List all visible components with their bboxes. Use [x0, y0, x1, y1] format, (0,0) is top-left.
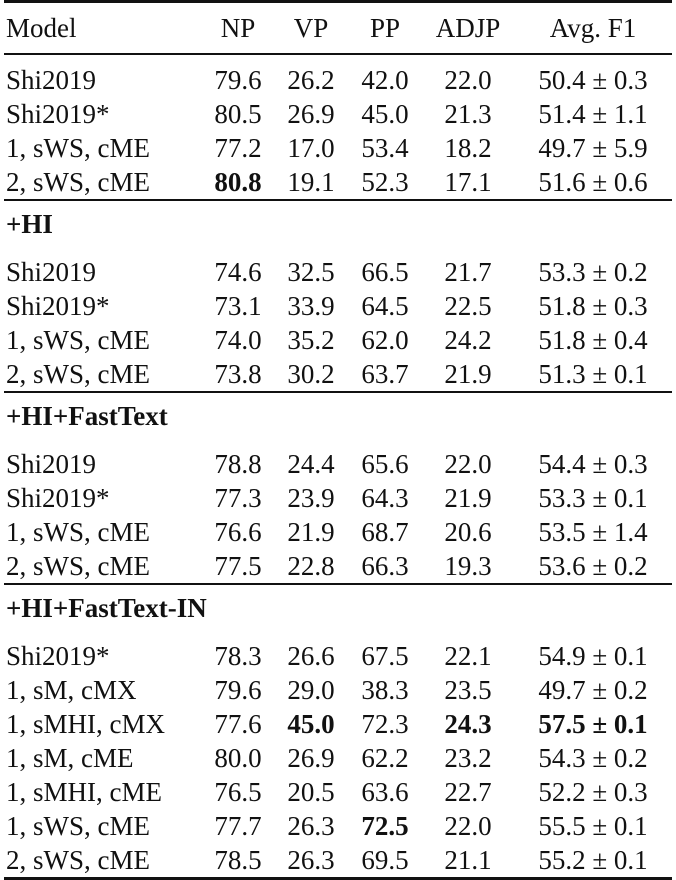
cell-avg: 53.3 ± 0.1 [538, 483, 648, 513]
cell-model: Shi2019* [6, 99, 110, 129]
table-row [4, 549, 672, 584]
cell-pp: 63.7 [361, 359, 409, 389]
cell-model: 1, sM, cME [6, 743, 134, 773]
cell-vp: 26.9 [287, 99, 335, 129]
cell-pp: 62.2 [361, 743, 409, 773]
section-title: +HI+FastText [4, 392, 672, 439]
results-table [4, 0, 672, 880]
cell-pp: 42.0 [348, 54, 422, 97]
cell-model: Shi2019* [6, 291, 110, 321]
cell-pp: 69.5 [348, 843, 422, 879]
cell-adjp: 23.5 [444, 675, 492, 705]
table-row [4, 54, 672, 97]
cell-model: 1, sWS, cME [6, 811, 150, 841]
cell-pp: 62.0 [361, 325, 409, 355]
cell-avg: 51.4 ± 1.1 [538, 99, 648, 129]
cell-avg: 51.8 ± 0.4 [538, 325, 648, 355]
cell-vp: 21.9 [287, 517, 335, 547]
section-title: +HI+FastText-IN [4, 584, 672, 631]
cell-avg: 49.7 ± 5.9 [538, 133, 648, 163]
cell-adjp: 19.3 [444, 551, 492, 581]
cell-avg: 53.5 ± 1.4 [538, 517, 648, 547]
table-row [4, 707, 672, 741]
cell-vp: 19.1 [287, 167, 335, 197]
header-avg-f1: Avg. F1 [514, 2, 672, 55]
header-row [4, 2, 672, 55]
cell-np: 80.5 [214, 99, 262, 129]
cell-pp: 66.3 [361, 551, 409, 581]
cell-np: 78.5 [202, 843, 274, 879]
cell-pp: 45.0 [361, 99, 409, 129]
cell-np: 77.6 [214, 709, 262, 739]
cell-model: 2, sWS, cME [6, 167, 150, 197]
cell-model: 1, sWS, cME [6, 133, 150, 163]
table-row [4, 131, 672, 165]
table-row [4, 631, 672, 673]
cell-pp: 53.4 [361, 133, 409, 163]
table-row [4, 481, 672, 515]
cell-np: 77.7 [214, 811, 262, 841]
cell-avg: 51.6 ± 0.6 [538, 167, 648, 197]
table-row [4, 247, 672, 289]
cell-avg: 54.3 ± 0.2 [538, 743, 648, 773]
cell-pp: 64.5 [361, 291, 409, 321]
table-row [4, 357, 672, 392]
cell-pp: 72.5 [361, 811, 409, 841]
cell-np: 76.6 [214, 517, 262, 547]
cell-model: 1, sM, cMX [6, 675, 137, 705]
cell-avg: 51.3 ± 0.1 [538, 359, 648, 389]
cell-adjp: 20.6 [444, 517, 492, 547]
cell-pp: 64.3 [361, 483, 409, 513]
cell-model: Shi2019 [6, 449, 97, 479]
cell-model: 2, sWS, cME [6, 359, 150, 389]
cell-vp: 29.0 [287, 675, 335, 705]
cell-avg: 55.2 ± 0.1 [514, 843, 672, 879]
table-row [4, 809, 672, 843]
cell-vp: 26.6 [287, 641, 335, 671]
cell-avg: 57.5 ± 0.1 [538, 709, 648, 739]
cell-adjp: 21.9 [444, 483, 492, 513]
table-row [4, 289, 672, 323]
cell-np: 74.6 [214, 257, 262, 287]
cell-vp: 45.0 [287, 709, 335, 739]
header-vp: VP [274, 2, 348, 55]
cell-pp: 67.5 [361, 641, 409, 671]
cell-avg: 55.5 ± 0.1 [538, 811, 648, 841]
cell-avg: 53.6 ± 0.2 [538, 551, 648, 581]
cell-vp: 17.0 [287, 133, 335, 163]
cell-np: 73.8 [214, 359, 262, 389]
cell-adjp: 21.3 [444, 99, 492, 129]
cell-np: 74.0 [214, 325, 262, 355]
cell-adjp: 24.3 [444, 709, 492, 739]
table-row [4, 775, 672, 809]
cell-vp: 26.3 [274, 843, 348, 879]
cell-vp: 26.3 [287, 811, 335, 841]
cell-np: 80.0 [214, 743, 262, 773]
table-row [4, 97, 672, 131]
cell-adjp: 21.7 [444, 257, 492, 287]
cell-vp: 26.2 [274, 54, 348, 97]
table-row [4, 165, 672, 200]
cell-model: 1, sMHI, cME [6, 777, 162, 807]
cell-avg: 49.7 ± 0.2 [538, 675, 648, 705]
cell-pp: 63.6 [361, 777, 409, 807]
cell-np: 77.5 [214, 551, 262, 581]
cell-model: Shi2019 [4, 54, 202, 97]
cell-avg: 52.2 ± 0.3 [538, 777, 648, 807]
table-row [4, 741, 672, 775]
cell-model: Shi2019* [6, 483, 110, 513]
cell-avg: 51.8 ± 0.3 [538, 291, 648, 321]
header-pp: PP [348, 2, 422, 55]
header-model: Model [4, 2, 202, 55]
cell-vp: 32.5 [287, 257, 335, 287]
cell-np: 76.5 [214, 777, 262, 807]
section-header-row [4, 584, 672, 631]
cell-adjp: 21.1 [422, 843, 514, 879]
cell-avg: 50.4 ± 0.3 [514, 54, 672, 97]
cell-model: 2, sWS, cME [6, 551, 150, 581]
cell-adjp: 22.7 [444, 777, 492, 807]
cell-np: 77.2 [214, 133, 262, 163]
cell-vp: 24.4 [287, 449, 335, 479]
cell-model: Shi2019 [6, 257, 97, 287]
cell-vp: 30.2 [287, 359, 335, 389]
header-np: NP [202, 2, 274, 55]
table-row [4, 515, 672, 549]
cell-np: 73.1 [214, 291, 262, 321]
cell-adjp: 24.2 [444, 325, 492, 355]
cell-adjp: 18.2 [444, 133, 492, 163]
cell-vp: 22.8 [287, 551, 335, 581]
header-adjp: ADJP [422, 2, 514, 55]
cell-model: 2, sWS, cME [4, 843, 202, 879]
cell-adjp: 22.5 [444, 291, 492, 321]
cell-vp: 20.5 [287, 777, 335, 807]
section-header-row [4, 392, 672, 439]
cell-avg: 54.4 ± 0.3 [538, 449, 648, 479]
cell-pp: 68.7 [361, 517, 409, 547]
cell-pp: 52.3 [361, 167, 409, 197]
section-header-row [4, 200, 672, 247]
cell-adjp: 23.2 [444, 743, 492, 773]
cell-pp: 66.5 [361, 257, 409, 287]
cell-model: 1, sWS, cME [6, 325, 150, 355]
cell-adjp: 22.1 [444, 641, 492, 671]
cell-model: 1, sMHI, cMX [6, 709, 165, 739]
cell-vp: 26.9 [287, 743, 335, 773]
cell-pp: 65.6 [361, 449, 409, 479]
table-row [4, 439, 672, 481]
cell-np: 79.6 [202, 54, 274, 97]
cell-pp: 72.3 [361, 709, 409, 739]
cell-pp: 38.3 [361, 675, 409, 705]
cell-adjp: 17.1 [444, 167, 492, 197]
cell-vp: 35.2 [287, 325, 335, 355]
cell-adjp: 22.0 [444, 811, 492, 841]
section-title: +HI [4, 200, 672, 247]
cell-adjp: 22.0 [422, 54, 514, 97]
cell-avg: 54.9 ± 0.1 [538, 641, 648, 671]
table-row [4, 843, 672, 879]
table-row [4, 323, 672, 357]
cell-np: 80.8 [214, 167, 262, 197]
cell-np: 79.6 [214, 675, 262, 705]
cell-model: 1, sWS, cME [6, 517, 150, 547]
cell-vp: 23.9 [287, 483, 335, 513]
table-row [4, 673, 672, 707]
cell-avg: 53.3 ± 0.2 [538, 257, 648, 287]
cell-np: 78.3 [214, 641, 262, 671]
results-body [4, 54, 672, 879]
cell-np: 77.3 [214, 483, 262, 513]
cell-vp: 33.9 [287, 291, 335, 321]
cell-np: 78.8 [214, 449, 262, 479]
cell-adjp: 21.9 [444, 359, 492, 389]
cell-model: Shi2019* [6, 641, 110, 671]
cell-adjp: 22.0 [444, 449, 492, 479]
